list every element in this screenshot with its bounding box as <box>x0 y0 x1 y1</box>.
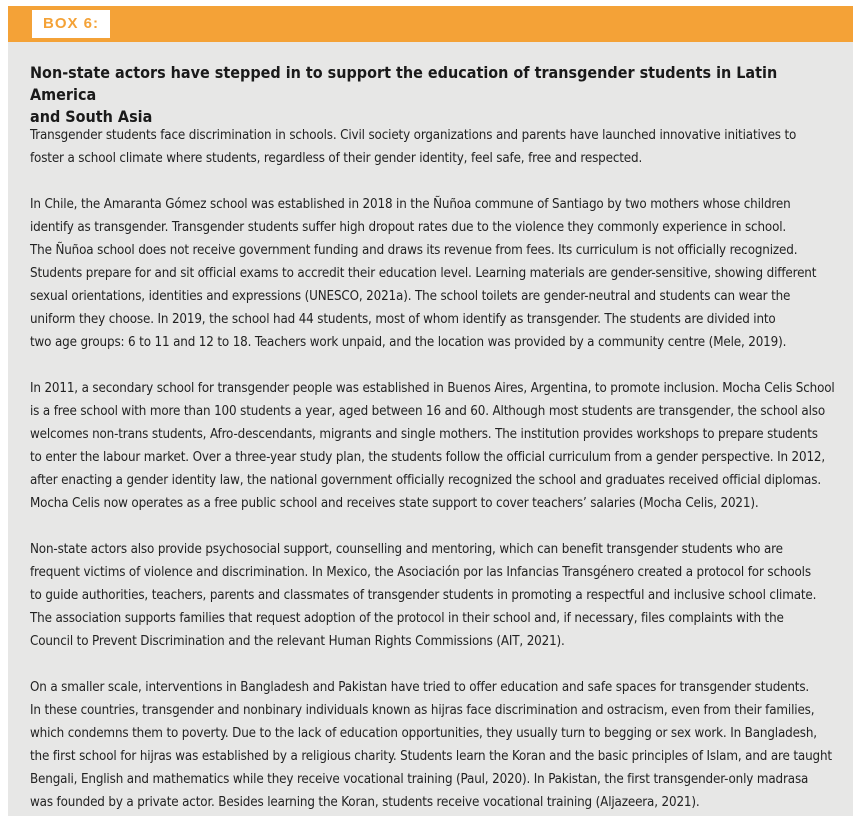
text-line: is a free school with more than 100 students a year, aged between 16 and 60. Although most students are transgender, the school also <box>30 404 826 419</box>
text-line: Students prepare for and sit official exams to accredit their education level. Learning materials are gender-sensitive, showing different <box>30 266 817 281</box>
text-line: after enacting a gender identity law, the national government officially recognized the school and graduates received official diplomas. <box>30 473 821 488</box>
box-body <box>30 124 844 837</box>
paragraph-argentina <box>30 377 844 515</box>
box-panel <box>8 6 853 816</box>
text-line: Mocha Celis now operates as a free public school and receives state support to cover teachers’ salaries (Mocha Celis, 2021). <box>30 496 759 511</box>
text-line: identify as transgender. Transgender students suffer high dropout rates due to the violence they commonly experience in school. <box>30 220 787 235</box>
text-line: In these countries, transgender and nonbinary individuals known as hijras face discrimination and ostracism, even from their families, <box>30 703 815 718</box>
text-line: to guide authorities, teachers, parents and classmates of transgender students in promoting a respectful and inclusive school climate. <box>30 588 817 603</box>
text-line: Transgender students face discrimination in schools. Civil society organizations and parents have launched innovative initiatives to <box>30 128 797 143</box>
text-line: foster a school climate where students, regardless of their gender identity, feel safe, free and respected. <box>30 151 643 166</box>
box-header-bar <box>8 6 853 42</box>
text-line: On a smaller scale, interventions in Bangladesh and Pakistan have tried to offer education and safe spaces for transgender students. <box>30 680 810 695</box>
box-label: BOX 6: <box>32 10 110 38</box>
box-title-line: and South Asia <box>30 107 153 126</box>
paragraph-mexico <box>30 538 844 653</box>
text-line: sexual orientations, identities and expressions (UNESCO, 2021a). The school toilets are gender-neutral and students can wear the <box>30 289 791 304</box>
text-line: uniform they choose. In 2019, the school had 44 students, most of whom identify as transgender. The students are divided into <box>30 312 776 327</box>
text-line: the first school for hijras was established by a religious charity. Students learn the Koran and the basic principles of Islam, and are taught <box>30 749 832 764</box>
text-line: frequent victims of violence and discrimination. In Mexico, the Asociación por las Infancias Transgénero created a protocol for schools <box>30 565 811 580</box>
text-line: In 2011, a secondary school for transgender people was established in Buenos Aires, Argentina, to promote inclusion. Mocha Celis School <box>30 381 835 396</box>
paragraph-intro <box>30 124 844 170</box>
paragraph-south-asia <box>30 676 844 814</box>
text-line: which condemns them to poverty. Due to the lack of education opportunities, they usually turn to begging or sex work. In Bangladesh, <box>30 726 817 741</box>
text-line: was founded by a private actor. Besides learning the Koran, students receive vocational training (Aljazeera, 2021). <box>30 795 700 810</box>
text-line: Bengali, English and mathematics while they receive vocational training (Paul, 2020). In Pakistan, the first transgender-only madrasa <box>30 772 809 787</box>
box-title-line: Non-state actors have stepped in to support the education of transgender students in Latin America <box>30 63 778 104</box>
text-line: In Chile, the Amaranta Gómez school was established in 2018 in the Ñuñoa commune of Santiago by two mothers whose children <box>30 197 791 212</box>
box-title <box>30 62 830 128</box>
text-line: two age groups: 6 to 11 and 12 to 18. Teachers work unpaid, and the location was provided by a community centre (Mele, 2019). <box>30 335 787 350</box>
text-line: Non-state actors also provide psychosocial support, counselling and mentoring, which can benefit transgender students who are <box>30 542 783 557</box>
text-line: The association supports families that request adoption of the protocol in their school and, if necessary, files complaints with the <box>30 611 784 626</box>
text-line: Council to Prevent Discrimination and the relevant Human Rights Commissions (AIT, 2021). <box>30 634 565 649</box>
paragraph-chile <box>30 193 844 354</box>
text-line: welcomes non-trans students, Afro-descendants, migrants and single mothers. The institution provides workshops to prepare students <box>30 427 818 442</box>
text-line: to enter the labour market. Over a three-year study plan, the students follow the official curriculum from a gender perspective. In 2012, <box>30 450 826 465</box>
text-line: The Ñuñoa school does not receive government funding and draws its revenue from fees. Its curriculum is not officially recognized. <box>30 243 798 258</box>
